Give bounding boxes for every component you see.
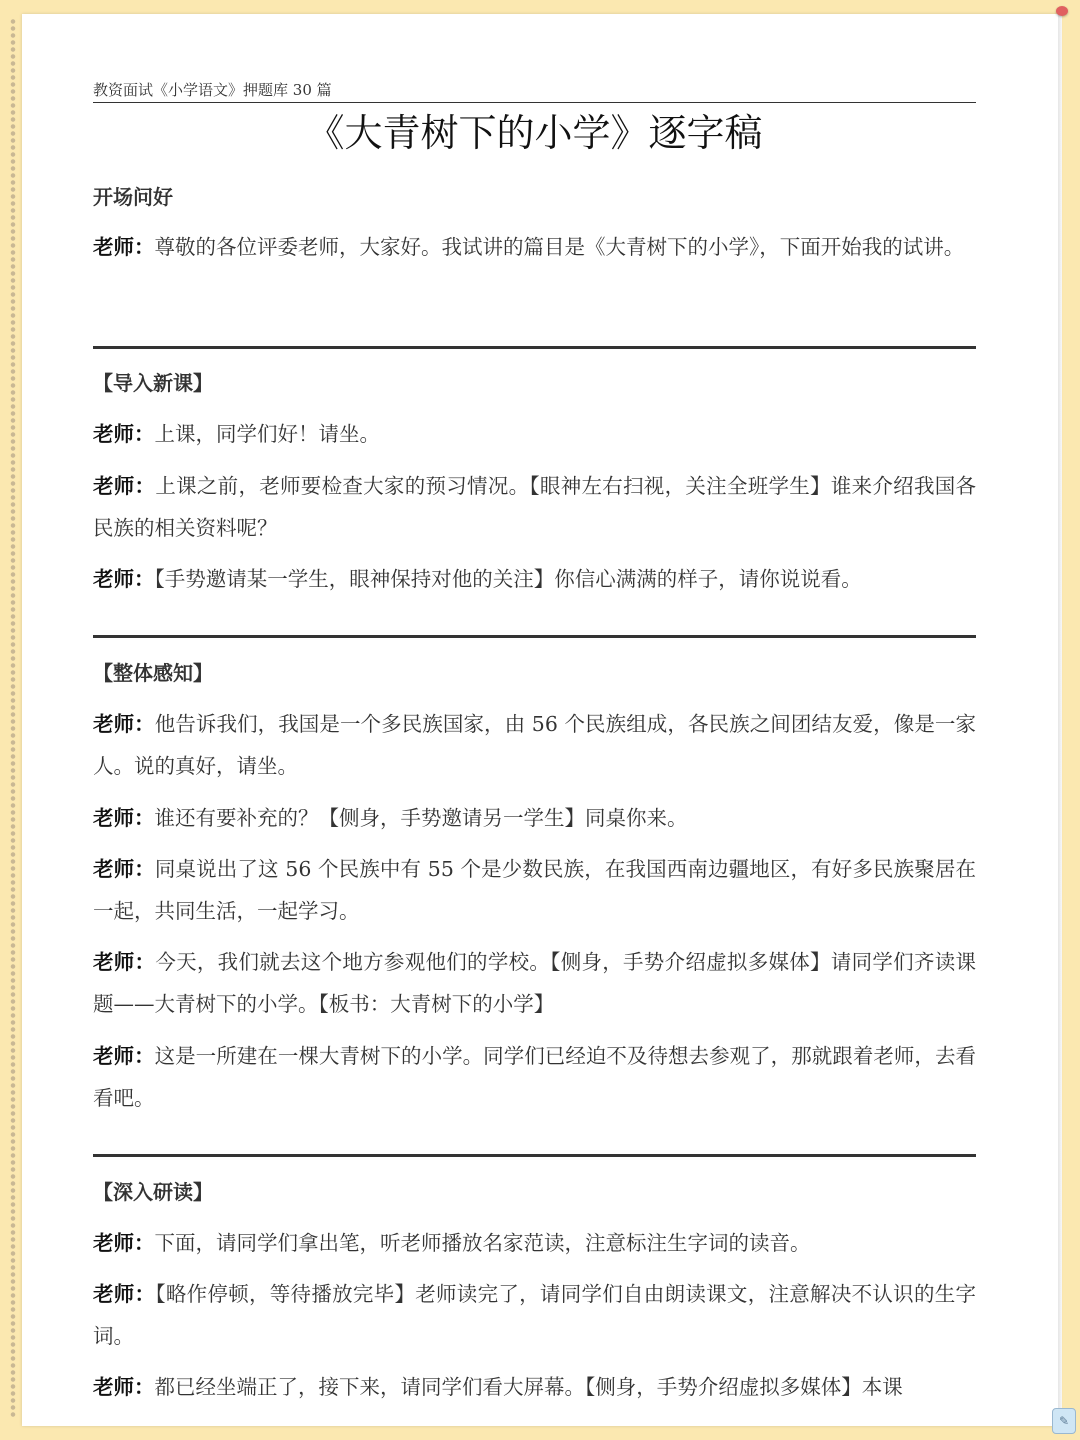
- speaker-label: 老师：: [93, 806, 155, 830]
- speaker-label: 老师：: [93, 950, 156, 974]
- section-heading-deep-reading: 【深入研读】: [93, 1180, 213, 1204]
- speaker-label: 老师：: [93, 567, 155, 591]
- running-header: 教资面试《小学语文》押题库 30 篇: [93, 78, 976, 103]
- speaker-label: 老师：: [93, 1044, 155, 1068]
- speaker-label: 老师：: [93, 422, 155, 446]
- page-edge: [1058, 14, 1062, 1426]
- section-heading-greeting: 开场问好: [93, 185, 173, 209]
- notepad-icon: ✎: [1052, 1408, 1076, 1434]
- speaker-label: 老师：: [93, 1231, 155, 1255]
- section-divider: [93, 1154, 976, 1157]
- speaker-label: 老师：: [93, 474, 156, 498]
- dialogue-paragraph: 老师：今天，我们就去这个地方参观他们的学校。【侧身，手势介绍虚拟多媒体】请同学们齐读课题——大青树下的小学。【板书：大青树下的小学】: [93, 950, 977, 1016]
- dialogue-paragraph: 老师：同桌说出了这 56 个民族中有 55 个是少数民族，在我国西南边疆地区，有好多民族聚居在一起，共同生活，一起学习。: [93, 857, 977, 923]
- section-divider: [93, 346, 976, 349]
- page-title: 《大青树下的小学》逐字稿: [306, 111, 763, 155]
- notebook-binding: [8, 18, 20, 1418]
- speaker-label: 老师：: [93, 712, 155, 736]
- section-divider: [93, 635, 976, 638]
- speaker-label: 老师：: [93, 857, 155, 881]
- dialogue-paragraph: 老师：这是一所建在一棵大青树下的小学。同学们已经迫不及待想去参观了，那就跟着老师，去看看吧。: [93, 1044, 976, 1110]
- dialogue-paragraph: 老师：都已经坐端正了，接下来，请同学们看大屏幕。【侧身，手势介绍虚拟多媒体】本课: [93, 1375, 903, 1399]
- dialogue-paragraph: 老师：下面，请同学们拿出笔，听老师播放名家范读，注意标注生字词的读音。: [93, 1231, 811, 1255]
- dialogue-paragraph: 老师：【手势邀请某一学生，眼神保持对他的关注】你信心满满的样子，请你说说看。: [93, 567, 862, 591]
- speaker-label: 老师：: [93, 1375, 155, 1399]
- section-heading-introduction: 【导入新课】: [93, 371, 213, 395]
- section-heading-overview: 【整体感知】: [93, 661, 213, 685]
- dialogue-paragraph: 老师：他告诉我们，我国是一个多民族国家，由 56 个民族组成，各民族之间团结友爱，像是一家人。说的真好，请坐。: [93, 712, 976, 778]
- dialogue-paragraph: 老师：尊敬的各位评委老师，大家好。我试讲的篇目是《大青树下的小学》，下面开始我的试讲。: [93, 235, 965, 259]
- dialogue-paragraph: 老师：上课，同学们好！请坐。: [93, 422, 380, 446]
- speaker-label: 老师：: [93, 235, 155, 259]
- dialogue-paragraph: 老师：谁还有要补充的？【侧身，手势邀请另一学生】同桌你来。: [93, 806, 688, 830]
- pin-icon: [1056, 6, 1068, 16]
- dialogue-paragraph: 老师：【略作停顿，等待播放完毕】老师读完了，请同学们自由朗读课文，注意解决不认识的生字词。: [93, 1282, 977, 1348]
- speaker-label: 老师：: [93, 1282, 156, 1306]
- dialogue-paragraph: 老师：上课之前，老师要检查大家的预习情况。【眼神左右扫视，关注全班学生】谁来介绍我国各民族的相关资料呢？: [93, 474, 977, 540]
